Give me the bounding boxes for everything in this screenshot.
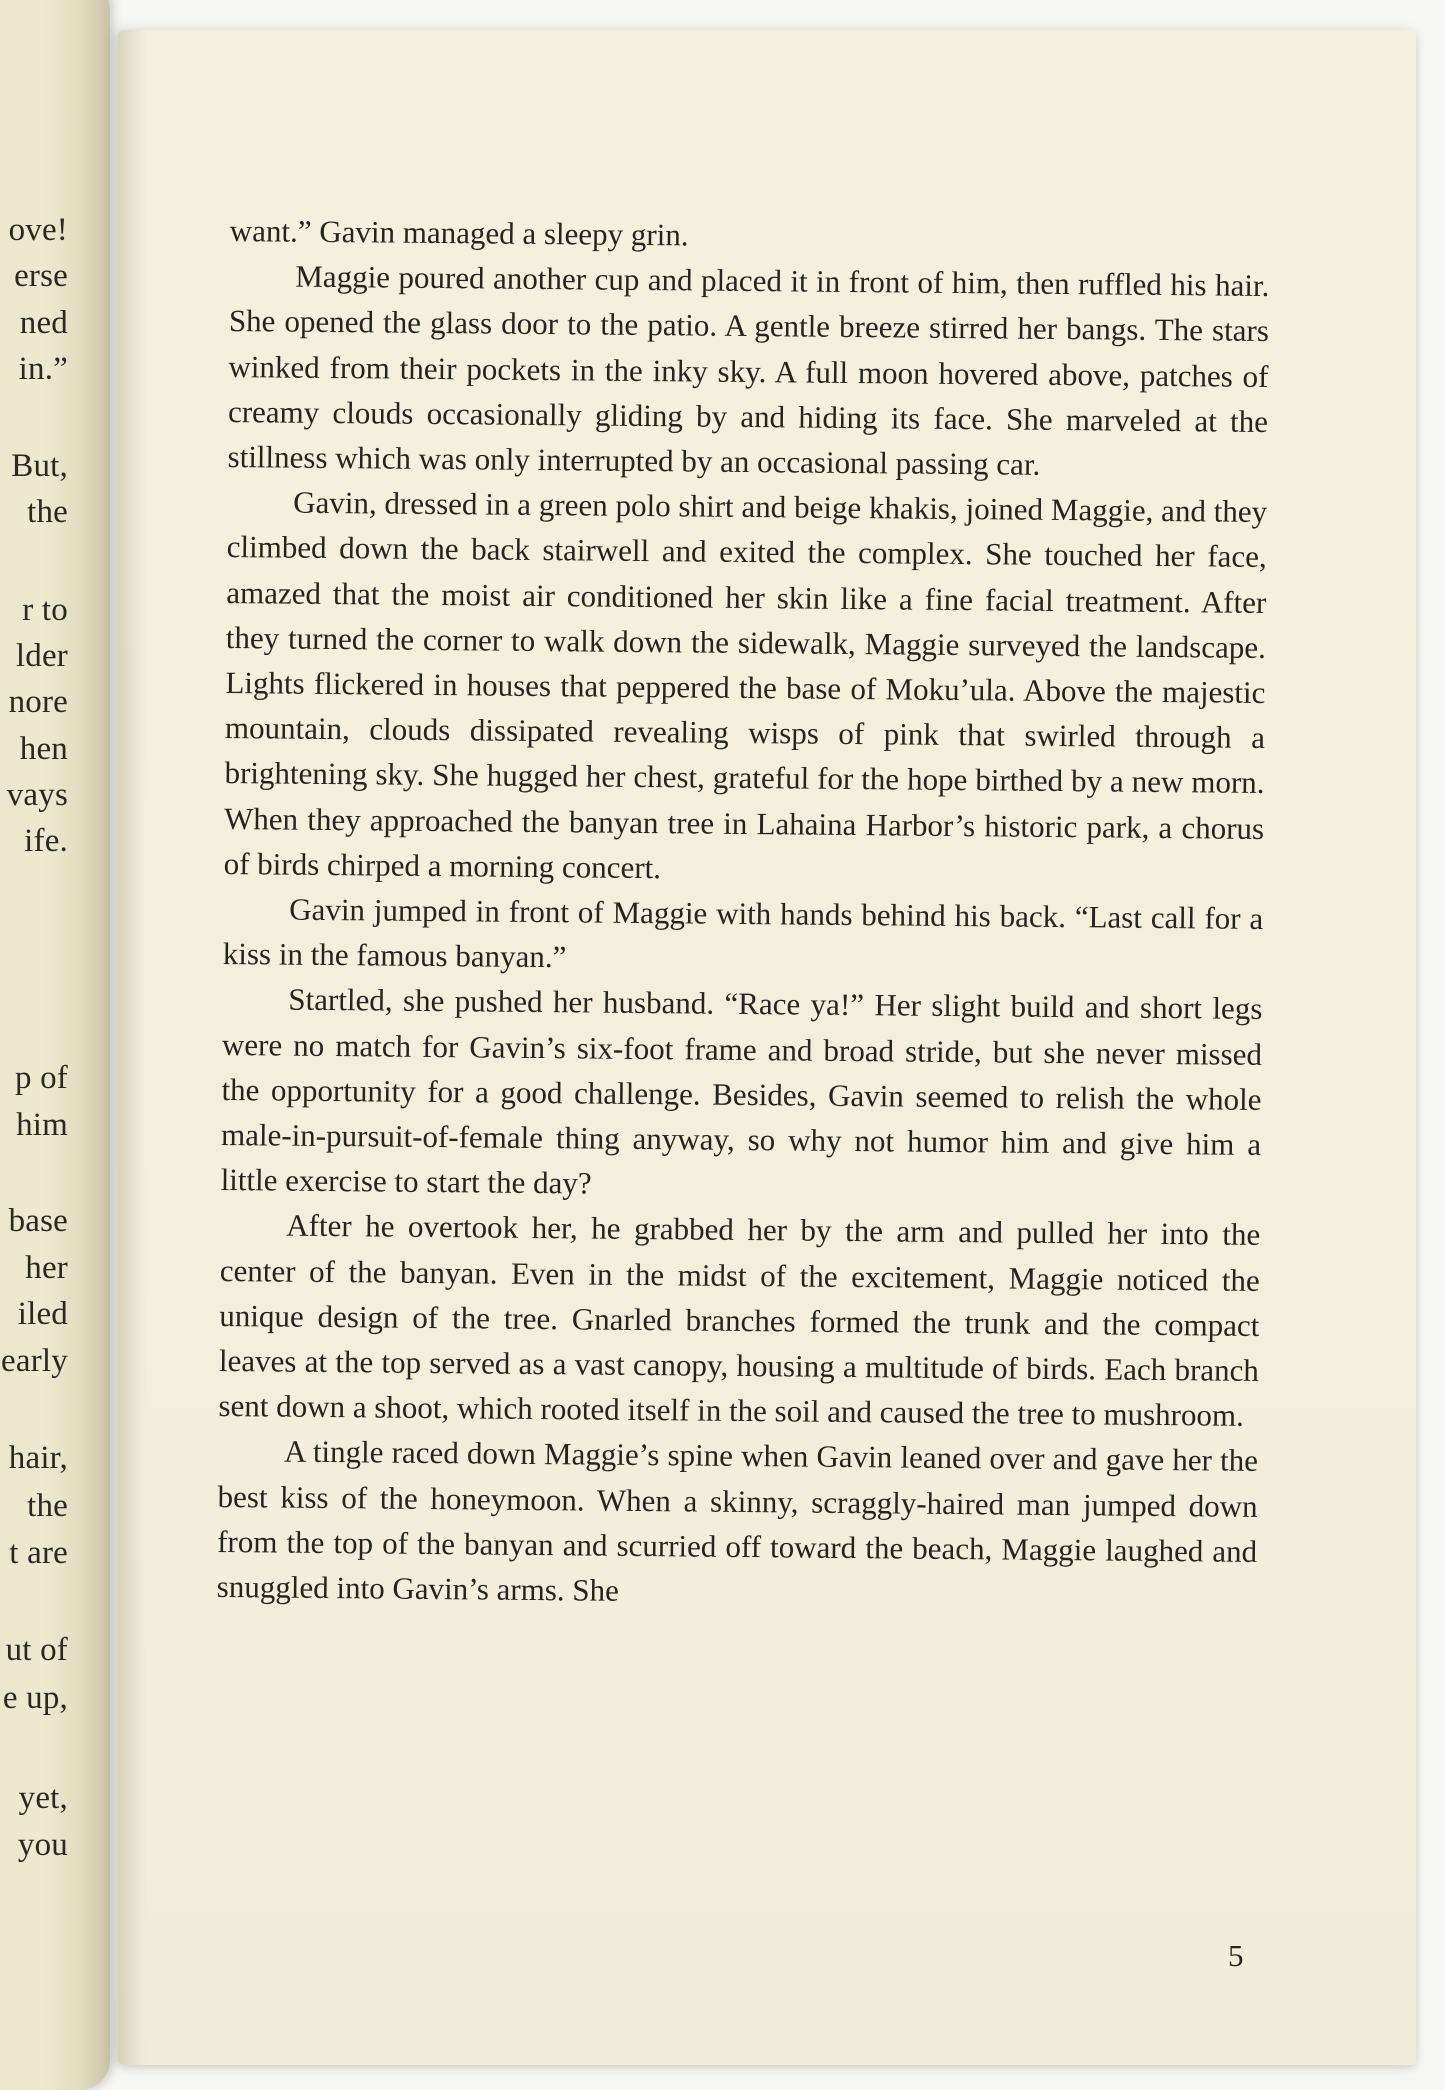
paragraph: Gavin jumped in front of Maggie with hands behind his back. “Last call for a kiss in the famous banyan.”: [222, 891, 1264, 975]
left-page-fragment: ut of: [5, 1632, 68, 1668]
left-page-fragment: in.”: [18, 351, 68, 387]
left-page-fragment: t are: [9, 1535, 68, 1571]
left-page-fragment: early: [1, 1343, 68, 1379]
left-page-fragment: p of: [14, 1060, 68, 1096]
previous-page-edge: [0, 0, 110, 2090]
page-gutter-shadow: [118, 30, 146, 2065]
left-page-fragment: iled: [17, 1296, 68, 1332]
left-page-fragment: erse: [14, 258, 68, 294]
paragraph: Startled, she pushed her husband. “Race ya!” Her slight build and short legs were no match for Gavin’s six-foot frame and broad stride, but she never missed the opportunity for a good challenge. Besides, Gavin seemed to relish the whole male-in-pursuit-of-female thing anyway, so why not humor him and give him a little exercise to start the day?: [220, 982, 1263, 1201]
left-page-fragment: her: [25, 1250, 68, 1286]
left-page-fragment: the: [27, 494, 68, 530]
left-page-fragment: ove!: [8, 212, 68, 248]
left-page-fragment: ife.: [24, 823, 68, 859]
left-page-fragment: r to: [22, 592, 68, 628]
paragraph: Gavin, dressed in a green polo shirt and beige khakis, joined Maggie, and they climbed down the back stairwell and exited the complex. She touched her face, amazed that the moist air conditioned her skin like a fine facial treatment. After they turned the corner to walk down the sidewalk, Maggie surveyed the landscape. Lights flickered in houses that peppered the base of Moku’ula. Above the majestic mountain, clouds dissipated revealing wisps of pink that swirled through a brightening sky. She hugged her chest, grateful for the hope birthed by a new morn. When they approached the banyan tree in Lahaina Harbor’s historic park, a chorus of birds chirped a morning concert.: [223, 484, 1268, 886]
page-number: 5: [1228, 1938, 1244, 1973]
paragraph: After he overtook her, he grabbed her by the arm and pulled her into the center of the banyan. Even in the midst of the excitement, Maggie noticed the unique design of the tree. Gnarled branches formed the trunk and the compact leaves at the top served as a vast canopy, housing a multitude of birds. Each branch sent down a shoot, which rooted itself in the soil and caused the tree to mushroom.: [218, 1208, 1261, 1434]
left-page-fragment: nore: [8, 684, 68, 720]
left-page-fragment: ned: [19, 305, 68, 341]
left-page-fragment: hair,: [8, 1440, 68, 1476]
left-page-fragment: But,: [11, 448, 68, 484]
paragraph: Maggie poured another cup and placed it in front of him, then ruffled his hair. She opened the glass door to the patio. A gentle breeze stirred her bangs. The stars winked from their pockets in the inky sky. A full moon hovered above, patches of creamy clouds occasionally gliding by and hiding its face. She marveled at the stillness which was only interrupted by an occasional passing car.: [227, 258, 1270, 482]
left-page-fragment: e up,: [2, 1680, 68, 1716]
left-page-fragment: you: [17, 1827, 68, 1863]
left-page-fragment: base: [8, 1203, 68, 1239]
left-page-fragment: the: [27, 1488, 68, 1524]
left-page-fragment: lder: [15, 638, 68, 674]
paragraph: want.” Gavin managed a sleepy grin.: [229, 212, 689, 253]
paragraph: A tingle raced down Maggie’s spine when Gavin leaned over and gave her the best kiss of the honeymoon. When a skinny, scraggly-haired man jumped down from the top of the banyan and scurried off toward the beach, Maggie laughed and snuggled into Gavin’s arms. She: [216, 1434, 1259, 1608]
book-page: [118, 30, 1416, 2065]
left-page-fragment: yet,: [18, 1780, 68, 1816]
body-text: [217, 208, 1270, 1619]
left-page-fragment: him: [16, 1107, 68, 1143]
left-page-fragment: hen: [19, 731, 68, 767]
left-page-fragment: vays: [6, 777, 68, 813]
